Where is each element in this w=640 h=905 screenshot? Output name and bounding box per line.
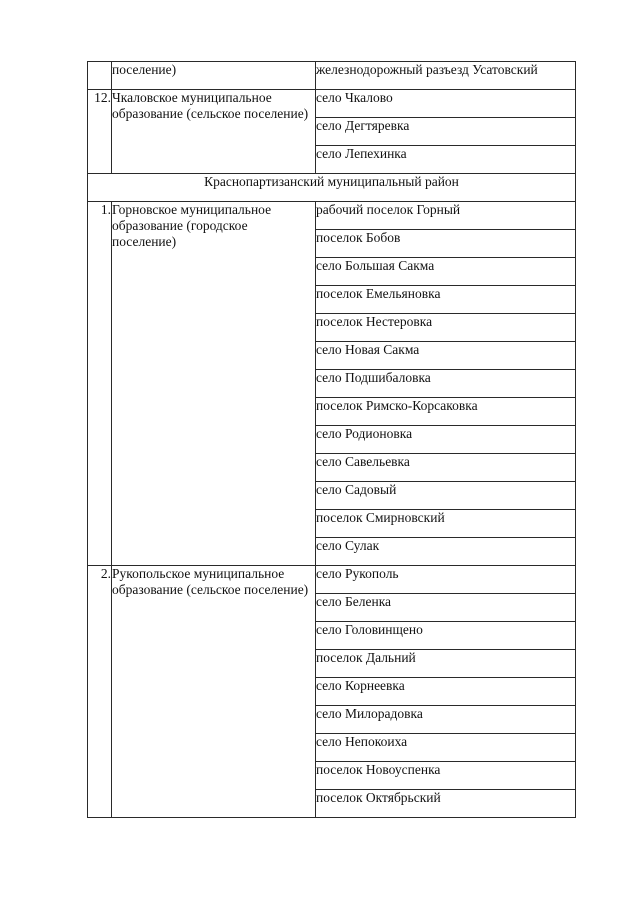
municipality-name-text: поселение) [112, 62, 177, 77]
municipality-name [112, 202, 316, 566]
municipality-name-text: Чкаловское муниципальное образование (сельское поселение) [112, 90, 309, 121]
settlement-name: поселок Смирновский [316, 510, 576, 538]
settlements-table [87, 61, 576, 818]
table-row [88, 202, 576, 230]
district-title: Краснопартизанский муниципальный район [88, 174, 576, 202]
municipality-name-text: Рукопольское муниципальное образование (сельское поселение) [112, 566, 309, 597]
municipality-name [112, 90, 316, 174]
settlement-name: поселок Нестеровка [316, 314, 576, 342]
row-number: 12. [88, 90, 112, 174]
settlement-name: село Садовый [316, 482, 576, 510]
municipality-name [112, 62, 316, 90]
municipality-name [112, 566, 316, 818]
settlement-name: село Беленка [316, 594, 576, 622]
settlement-name: поселок Октябрьский [316, 790, 576, 818]
settlement-name: село Головинщено [316, 622, 576, 650]
settlement-name: село Рукополь [316, 566, 576, 594]
settlement-name: поселок Дальний [316, 650, 576, 678]
settlement-name: село Непокоиха [316, 734, 576, 762]
municipality-name-text: Горновское муниципальное образование (городское поселение) [112, 202, 272, 249]
settlement-name: село Сулак [316, 538, 576, 566]
settlement-name: село Лепехинка [316, 146, 576, 174]
settlement-name: рабочий поселок Горный [316, 202, 576, 230]
settlement-name: село Дегтяревка [316, 118, 576, 146]
settlement-name: поселок Бобов [316, 230, 576, 258]
table-row [88, 62, 576, 90]
row-number: 2. [88, 566, 112, 818]
settlement-name: село Большая Сакма [316, 258, 576, 286]
row-number: 1. [88, 202, 112, 566]
table-row [88, 90, 576, 118]
settlement-name: село Савельевка [316, 454, 576, 482]
settlement-name: село Подшибаловка [316, 370, 576, 398]
settlement-name: железнодорожный разъезд Усатовский [316, 62, 576, 90]
settlement-name: село Новая Сакма [316, 342, 576, 370]
settlement-name: поселок Римско-Корсаковка [316, 398, 576, 426]
settlement-name: село Милорадовка [316, 706, 576, 734]
table-row [88, 566, 576, 594]
row-number [88, 62, 112, 90]
settlement-name: поселок Емельяновка [316, 286, 576, 314]
district-header-row [88, 174, 576, 202]
settlement-name: село Родионовка [316, 426, 576, 454]
settlement-name: село Корнеевка [316, 678, 576, 706]
settlement-name: поселок Новоуспенка [316, 762, 576, 790]
settlement-name: село Чкалово [316, 90, 576, 118]
table-body [88, 62, 576, 818]
